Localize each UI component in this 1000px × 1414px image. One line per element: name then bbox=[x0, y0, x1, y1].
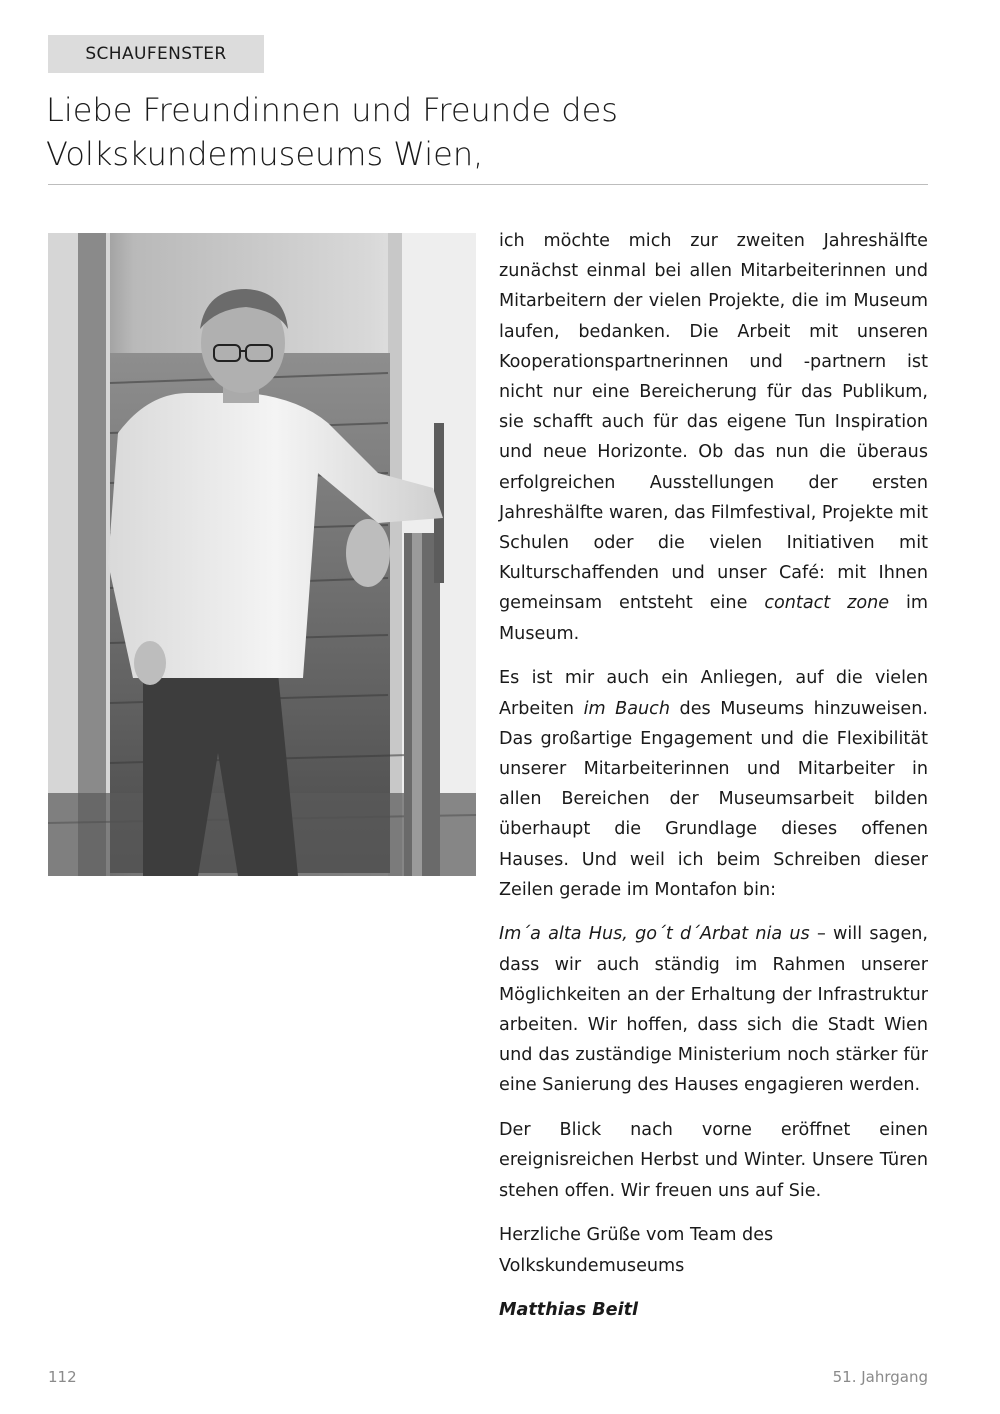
paragraph-2 bbox=[499, 663, 928, 905]
title-divider bbox=[48, 184, 928, 185]
paragraph-3-text: – will sagen, dass wir auch ständig im Rahmen unserer Möglichkeiten an der Erhaltung der Infrastruktur arbeiten. Wir hoffen, dass sich die Stadt Wien und das zuständige Ministerium noch stärker für eine Sanierung des Hauses engagieren werden. bbox=[499, 924, 929, 1096]
volume-label: 51. Jahrgang bbox=[832, 1368, 928, 1386]
greeting-line-2: Volkskundemuseums bbox=[499, 1255, 685, 1276]
paragraph-1 bbox=[499, 226, 928, 649]
article-body bbox=[499, 226, 928, 1340]
greeting bbox=[499, 1220, 928, 1280]
paragraph-1-text-a: ich möchte mich zur zweiten Jahreshälfte zunächst einmal bei allen Mitarbeiterinnen und Mitarbeitern der vielen Projekte, die im Museum laufen, bedanken. Die Arbeit mit unseren Kooperationspartnerinnen und -partnern ist nicht nur eine Bereicherung für das Publikum, sie schafft auch für das eigene Tun Inspiration und neue Horizonte. Ob das nun die überaus erfolgreichen Ausstellungen der ersten Jahreshälfte waren, das Filmfestival, Projekte mit Schulen oder die vielen Initiativen mit Kulturschaffenden und unser Café: mit Ihnen gemeinsam entsteht eine bbox=[499, 231, 928, 614]
page-title: Liebe Freundinnen und Freunde des Volkskundemuseums Wien, bbox=[46, 91, 618, 173]
paragraph-1-text-b: im Museum. bbox=[499, 593, 929, 644]
paragraph-4-text: Der Blick nach vorne eröffnet einen ereignisreichen Herbst und Winter. Unsere Türen stehen offen. Wir freuen uns auf Sie. bbox=[499, 1120, 928, 1201]
paragraph-4 bbox=[499, 1115, 928, 1206]
page-number: 112 bbox=[48, 1368, 77, 1386]
signature: Matthias Beitl bbox=[499, 1300, 639, 1321]
portrait-photo bbox=[48, 233, 476, 876]
section-label: SCHAUFENSTER bbox=[48, 35, 264, 73]
paragraph-3-emphasis: Im´a alta Hus, go´t d´Arbat nia us bbox=[499, 924, 810, 945]
greeting-line-1: Herzliche Grüße vom Team des bbox=[499, 1225, 774, 1246]
paragraph-1-emphasis: contact zone bbox=[764, 593, 890, 614]
paragraph-2-text-b: des Museums hinzuweisen. Das großartige Engagement und die Flexibilität unserer Mitarbeiterinnen und Mitarbeiter in allen Bereichen der Museumsarbeit bilden überhaupt die Grundlage dieses offenen Hauses. Und weil ich beim Schreiben dieser Zeilen gerade im Montafon bin: bbox=[499, 698, 928, 900]
paragraph-3 bbox=[499, 919, 928, 1100]
paragraph-2-emphasis: im Bauch bbox=[583, 698, 670, 719]
paragraph-2-text-a: Es ist mir auch ein Anliegen, auf die vielen Arbeiten bbox=[499, 668, 928, 719]
